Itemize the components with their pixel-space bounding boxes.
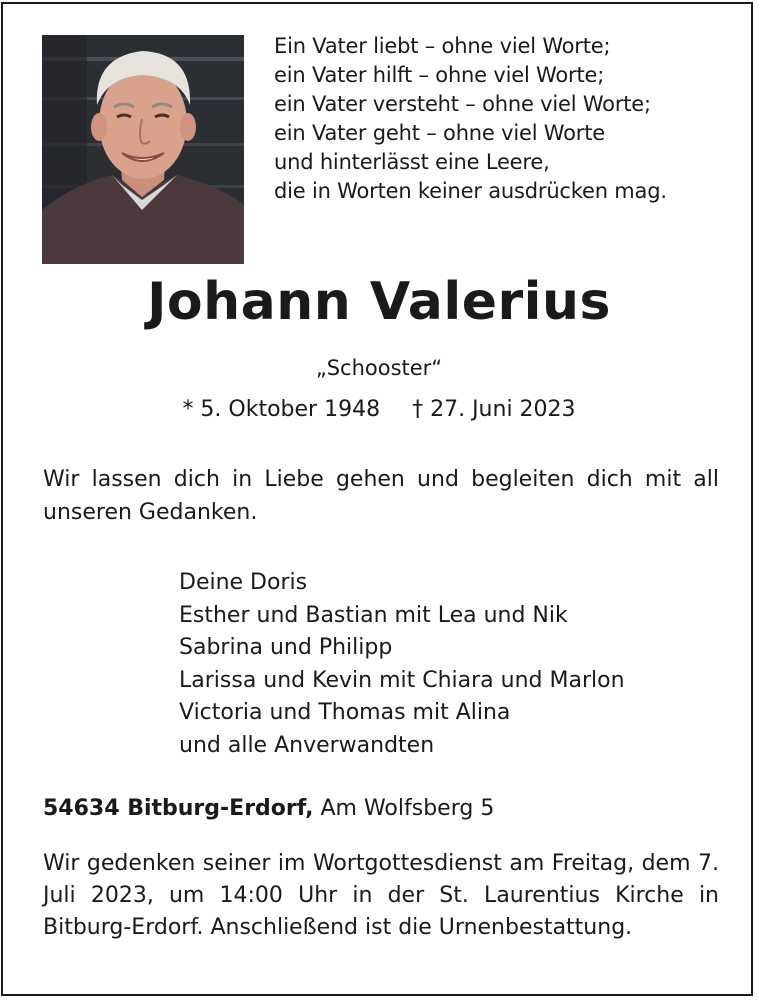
death-date: † 27. Juni 2023 <box>412 397 576 422</box>
poem-line: ein Vater hilft – ohne viel Worte; <box>274 63 605 87</box>
poem-line: ein Vater geht – ohne viel Worte <box>274 121 605 145</box>
family-member: Victoria und Thomas mit Alina <box>179 700 511 725</box>
poem <box>274 32 744 206</box>
service-text: Wir gedenken seiner im Wortgottesdienst am Freitag, dem 7. Juli 2023, um 14:00 Uhr in der St. Laurentius Kirche in Bitburg-Erdorf. Anschließend ist die Urnenbestattung. <box>43 851 719 940</box>
poem-line: die in Worten keiner ausdrücken mag. <box>274 179 667 203</box>
address-street: Am Wolfsberg 5 <box>320 796 495 821</box>
address-place: 54634 Bitburg-Erdorf, <box>43 796 314 821</box>
poem-line: Ein Vater liebt – ohne viel Worte; <box>274 34 611 58</box>
farewell-text: Wir lassen dich in Liebe gehen und begleiten dich mit all unseren Gedanken. <box>43 467 719 525</box>
family-list <box>179 567 625 762</box>
family-member: und alle Anverwandten <box>179 732 435 758</box>
birth-date: * 5. Oktober 1948 <box>182 397 381 422</box>
poem-line: ein Vater versteht – ohne viel Worte; <box>274 92 651 116</box>
portrait-photo <box>42 35 244 264</box>
deceased-name: Johann Valerius <box>147 272 611 332</box>
life-dates <box>3 397 755 422</box>
family-member: Larissa und Kevin mit Chiara und Marlon <box>179 667 625 693</box>
portrait-illustration <box>42 35 244 264</box>
poem-line: und hinterlässt eine Leere, <box>274 150 550 174</box>
obituary-card <box>1 2 753 996</box>
family-member: Sabrina und Philipp <box>179 635 393 660</box>
family-member: Esther und Bastian mit Lea und Nik <box>179 602 568 628</box>
address <box>43 796 494 821</box>
deceased-nickname: „Schooster“ <box>315 356 443 380</box>
family-member: Deine Doris <box>179 570 308 595</box>
